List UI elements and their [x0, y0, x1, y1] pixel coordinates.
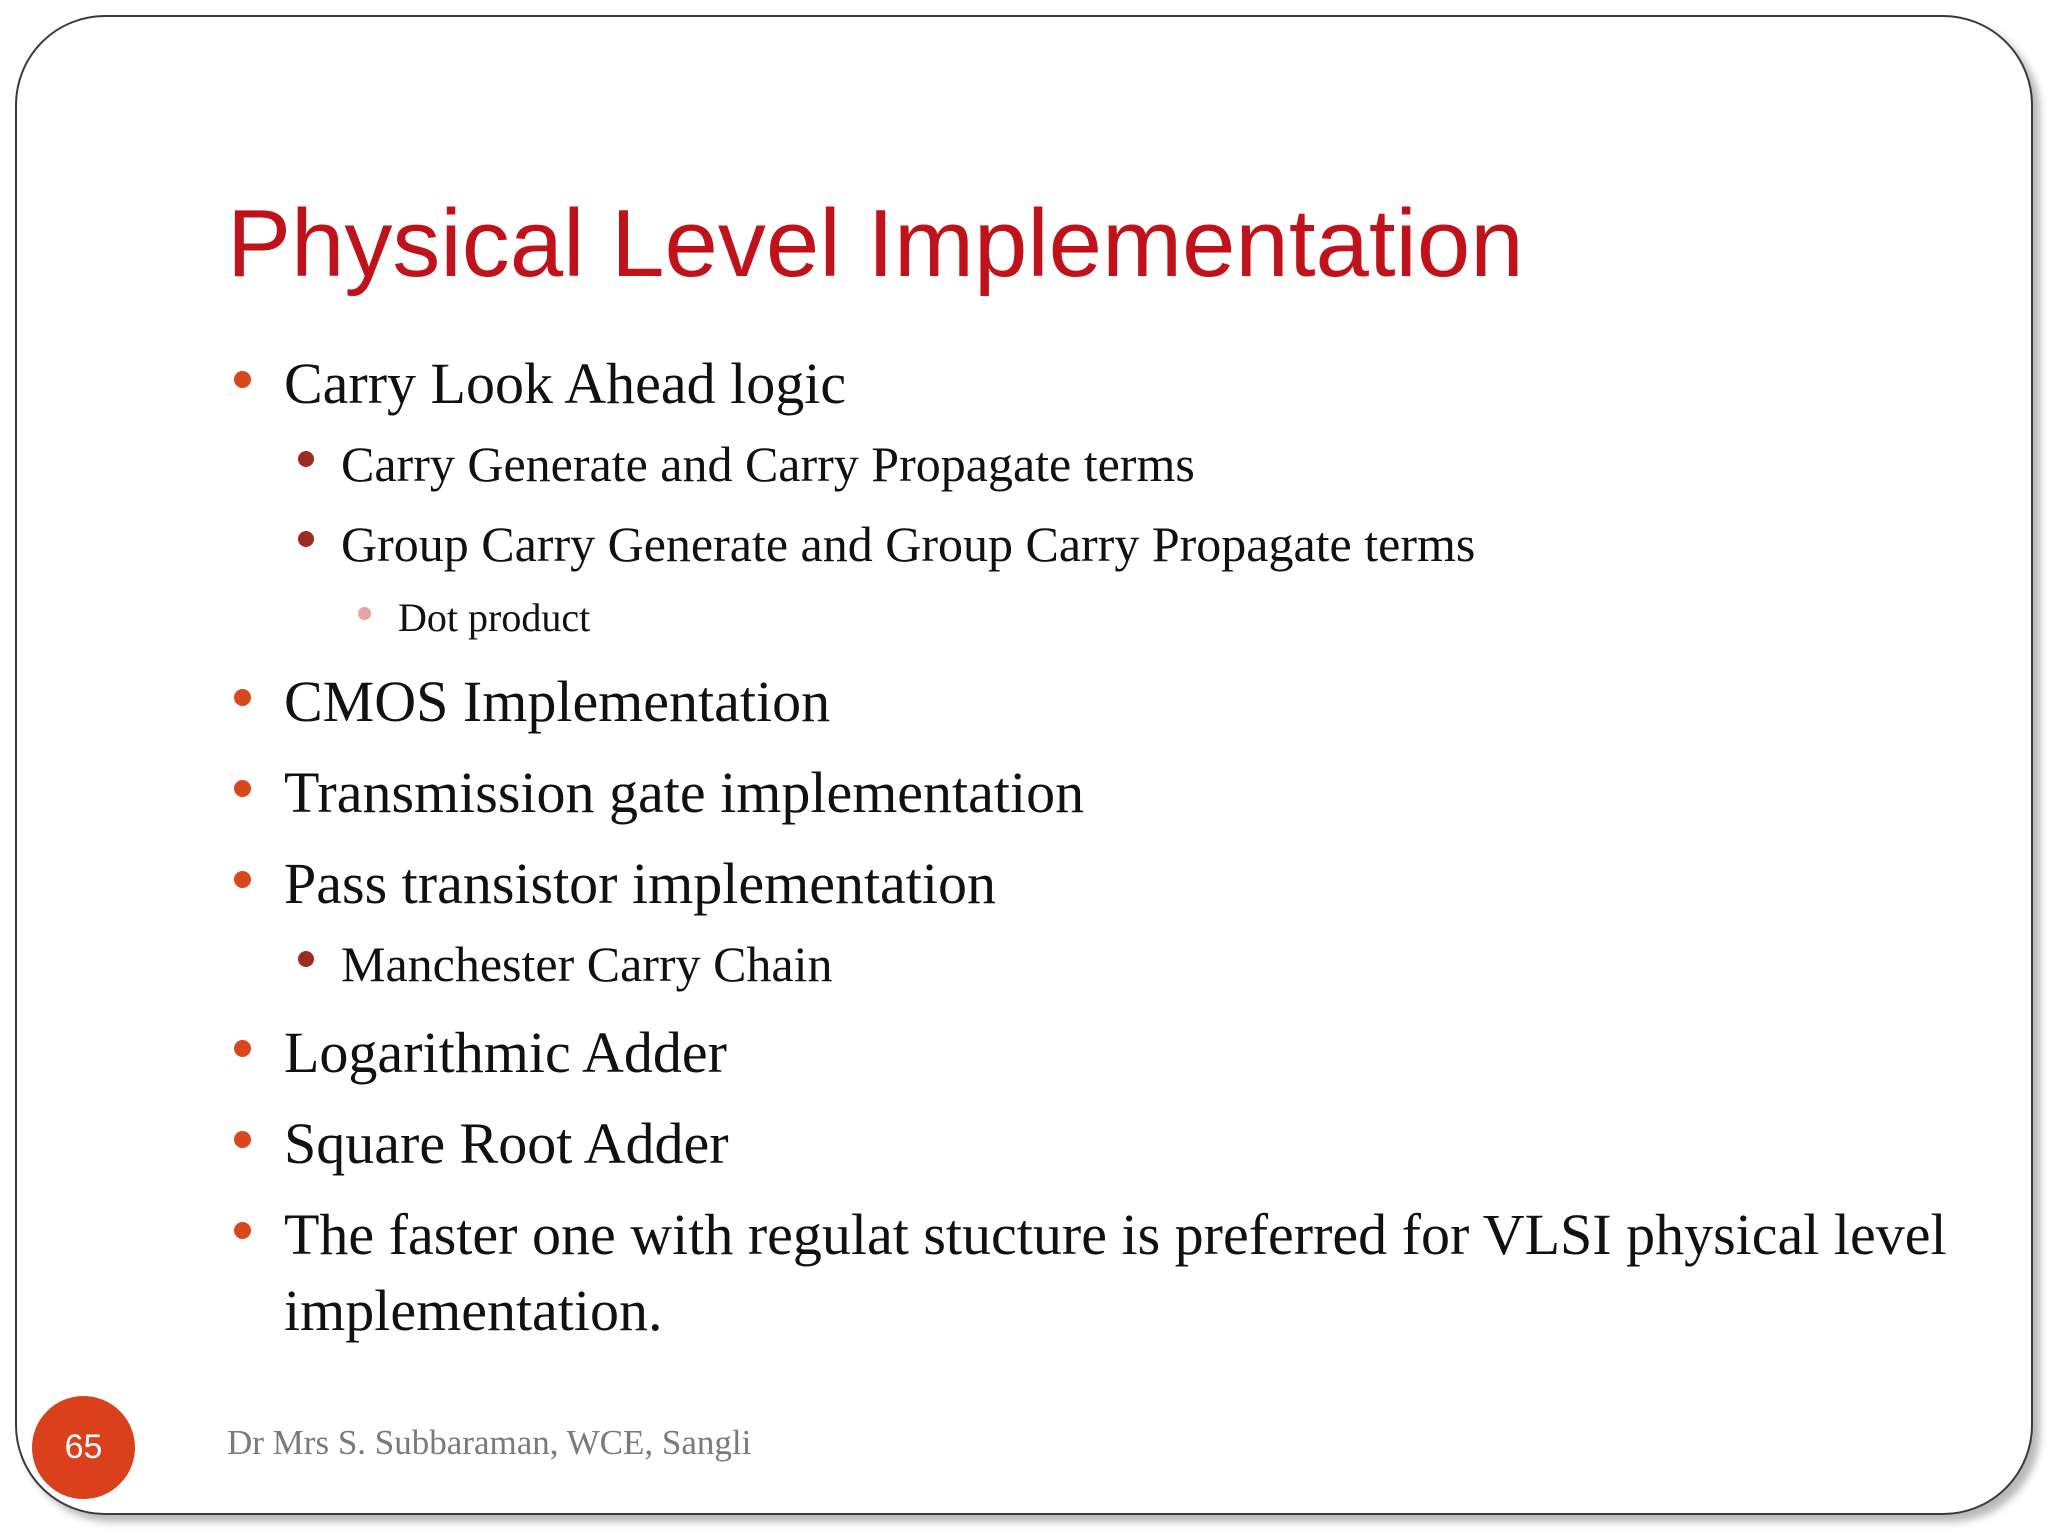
- sub-sub-bullet-text: Dot product: [398, 595, 591, 640]
- bullet-text: Square Root Adder: [284, 1111, 729, 1176]
- sub-bullet-text: Carry Generate and Carry Propagate terms: [341, 436, 1195, 492]
- bullet-item: [284, 346, 846, 422]
- bullet-text: CMOS Implementation: [284, 669, 831, 734]
- footer-author: Dr Mrs S. Subbaraman, WCE, Sangli: [227, 1423, 752, 1462]
- bullet-item: [284, 1197, 2004, 1349]
- bullet-text: Transmission gate implementation: [284, 760, 1085, 825]
- bullet-text: The faster one with regulat stucture is preferred for VLSI physical level implementation.: [284, 1202, 1947, 1343]
- bullet-dot-icon: [234, 1040, 251, 1057]
- bullet-item: [284, 664, 830, 740]
- bullet-dot-icon: [234, 371, 251, 388]
- sub-bullet-item: [341, 931, 833, 997]
- sub-sub-bullet-dot-icon: [358, 607, 371, 620]
- bullet-item: [284, 1106, 729, 1182]
- bullet-dot-icon: [234, 1131, 251, 1148]
- page-number-badge: 65: [32, 1396, 135, 1499]
- bullet-text: Logarithmic Adder: [284, 1020, 727, 1085]
- sub-bullet-dot-icon: [298, 951, 314, 967]
- slide-title: Physical Level Implementation: [227, 190, 1524, 297]
- sub-bullet-dot-icon: [298, 531, 314, 547]
- bullet-dot-icon: [234, 871, 251, 888]
- sub-sub-bullet-item: [398, 591, 590, 645]
- bullet-dot-icon: [234, 1222, 251, 1239]
- sub-bullet-text: Group Carry Generate and Group Carry Propagate terms: [341, 516, 1476, 572]
- bullet-dot-icon: [234, 780, 251, 797]
- sub-bullet-dot-icon: [298, 451, 314, 467]
- sub-bullet-item: [341, 431, 1195, 497]
- bullet-item: [284, 755, 1084, 831]
- bullet-text: Pass transistor implementation: [284, 851, 997, 916]
- bullet-item: [284, 846, 996, 922]
- sub-bullet-text: Manchester Carry Chain: [341, 936, 833, 992]
- bullet-item: [284, 1015, 727, 1091]
- sub-bullet-item: [341, 511, 1475, 577]
- bullet-dot-icon: [234, 689, 251, 706]
- bullet-text: Carry Look Ahead logic: [284, 351, 847, 416]
